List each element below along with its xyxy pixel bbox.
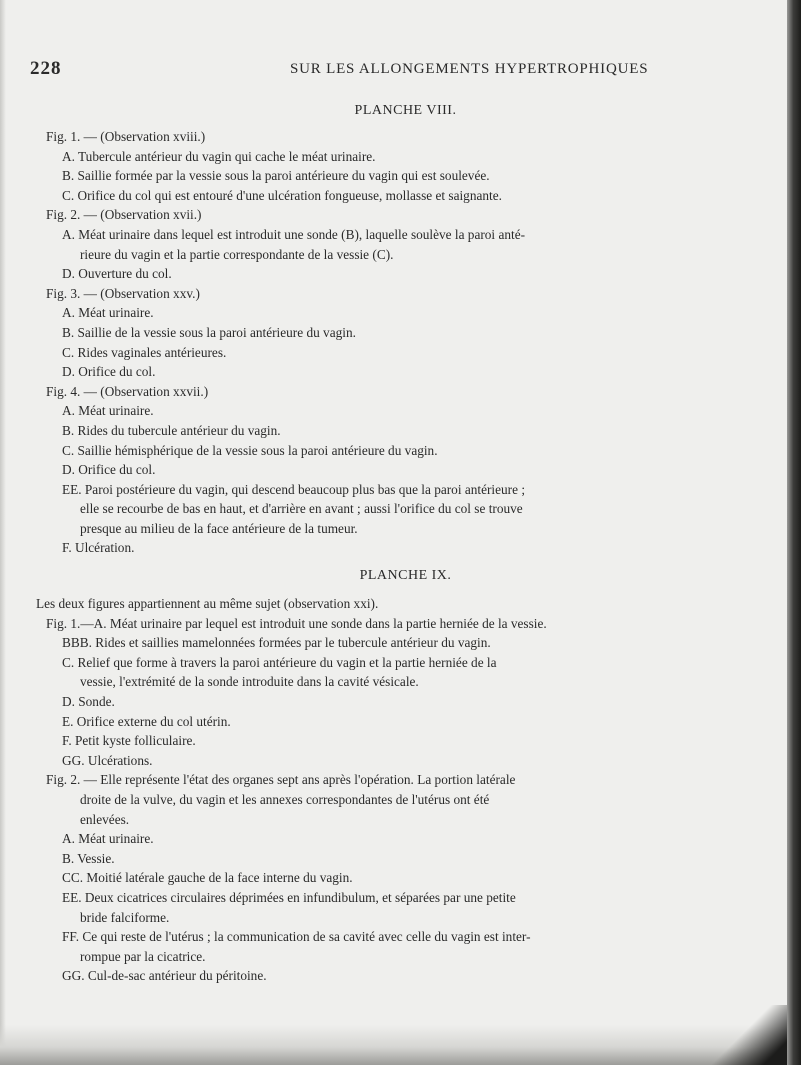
- plate-viii-item-line: A. Méat urinaire.: [62, 305, 154, 321]
- plate-viii-fig-line: Fig. 1. — (Observation xviii.): [46, 129, 206, 144]
- plate-ix-intro-line: Les deux figures appartiennent au même sujet (observation xxi).: [36, 596, 379, 612]
- plate-viii-item-line: C. Rides vaginales antérieures.: [62, 344, 227, 360]
- plate-ix-item-line: EE. Deux cicatrices circulaires déprimées en infundibulum, et séparées par une petite: [62, 889, 516, 905]
- plate-ix-item-line: A. Méat urinaire.: [62, 831, 154, 847]
- plate-ix-fig-line: Fig. 2. — Elle représente l'état des organes sept ans après l'opération. La portion latérale: [46, 772, 516, 788]
- plate-ix-cont-line: vessie, l'extrémité de la sonde introduite dans la cavité vésicale.: [80, 674, 419, 690]
- plate-viii-cont-line: rieure du vagin et la partie correspondante de la vessie (C).: [80, 246, 394, 262]
- plate-viii-item-line: F. Ulcération.: [62, 540, 135, 556]
- plate-viii-item-line: D. Ouverture du col.: [62, 266, 172, 282]
- plate-ix-fig-line: Fig. 1.—A. Méat urinaire par lequel est introduit une sonde dans la partie herniée de la vessie.: [46, 615, 547, 631]
- page-number: 228: [30, 58, 62, 79]
- plate-ix-item-line: B. Vessie.: [62, 850, 115, 866]
- plate-viii-item-line: C. Saillie hémisphérique de la vessie sous la paroi antérieure du vagin.: [62, 442, 438, 458]
- plate-viii-fig-line: Fig. 4. — (Observation xxvii.): [46, 383, 209, 399]
- plate-viii-item-line: B. Saillie de la vessie sous la paroi antérieure du vagin.: [62, 324, 356, 340]
- plate-viii-item-line: EE. Paroi postérieure du vagin, qui descend beaucoup plus bas que la paroi antérieure ;: [62, 481, 526, 497]
- plate-ix-item-line: F. Petit kyste folliculaire.: [62, 733, 196, 749]
- plate-ix-item-line: FF. Ce qui reste de l'utérus ; la communication de sa cavité avec celle du vagin est inter-: [62, 929, 531, 945]
- plate-viii-item-line: D. Orifice du col.: [62, 462, 156, 478]
- plate-ix-cont-line: droite de la vulve, du vagin et les annexes correspondantes de l'utérus ont été: [80, 792, 490, 807]
- plate-ix-legend: [0, 594, 801, 986]
- page-body: [0, 103, 801, 986]
- plate-ix-item-line: E. Orifice externe du col utérin.: [62, 713, 231, 729]
- page-bottom-shadow: [0, 1025, 801, 1065]
- plate-ix-item-line: GG. Ulcérations.: [62, 752, 153, 768]
- plate-ix-item-line: BBB. Rides et saillies mamelonnées formées par le tubercule antérieur du vagin.: [62, 635, 491, 651]
- plate-viii-item-line: A. Méat urinaire.: [62, 403, 154, 419]
- plate-viii-item-line: A. Méat urinaire dans lequel est introduit une sonde (B), laquelle soulève la paroi anté-: [62, 226, 526, 242]
- plate-viii-item-line: B. Saillie formée par la vessie sous la paroi antérieure du vagin qui est soulevée.: [62, 168, 490, 184]
- plate-ix-cont-line: rompue par la cicatrice.: [80, 948, 206, 964]
- plate-viii-legend: [0, 127, 801, 558]
- page-binding-edge: [787, 0, 801, 1065]
- plate-ix-title: PLANCHE IX.: [359, 568, 452, 584]
- plate-viii-item-line: D. Orifice du col.: [62, 364, 156, 380]
- plate-ix-cont-line: enlevées.: [80, 811, 130, 827]
- plate-viii-cont-line: elle se recourbe de bas en haut, et d'arrière en avant ; aussi l'orifice du col se trouve: [80, 501, 523, 517]
- plate-ix-item-line: C. Relief que forme à travers la paroi antérieure du vagin et la partie herniée de la: [62, 654, 497, 670]
- running-head-title: SUR LES ALLONGEMENTS HYPERTROPHIQUES: [290, 61, 649, 77]
- plate-viii-cont-line: presque au milieu de la face antérieure de la tumeur.: [80, 520, 358, 536]
- plate-ix-item-line: D. Sonde.: [62, 694, 115, 710]
- plate-ix-cont-line: bride falciforme.: [80, 909, 170, 925]
- plate-viii-title: PLANCHE VIII.: [354, 103, 457, 118]
- plate-viii-item-line: B. Rides du tubercule antérieur du vagin.: [62, 422, 281, 438]
- plate-viii-item-line: A. Tubercule antérieur du vagin qui cache le méat urinaire.: [62, 148, 376, 164]
- plate-ix-item-line: GG. Cul-de-sac antérieur du péritoine.: [62, 968, 267, 984]
- plate-viii-fig-line: Fig. 2. — (Observation xvii.): [46, 207, 202, 223]
- plate-viii-item-line: C. Orifice du col qui est entouré d'une ulcération fongueuse, mollasse et saignante.: [62, 187, 502, 203]
- plate-ix-item-line: CC. Moitié latérale gauche de la face interne du vagin.: [62, 870, 353, 886]
- running-head: [0, 58, 801, 82]
- plate-viii-fig-line: Fig. 3. — (Observation xxv.): [46, 285, 200, 301]
